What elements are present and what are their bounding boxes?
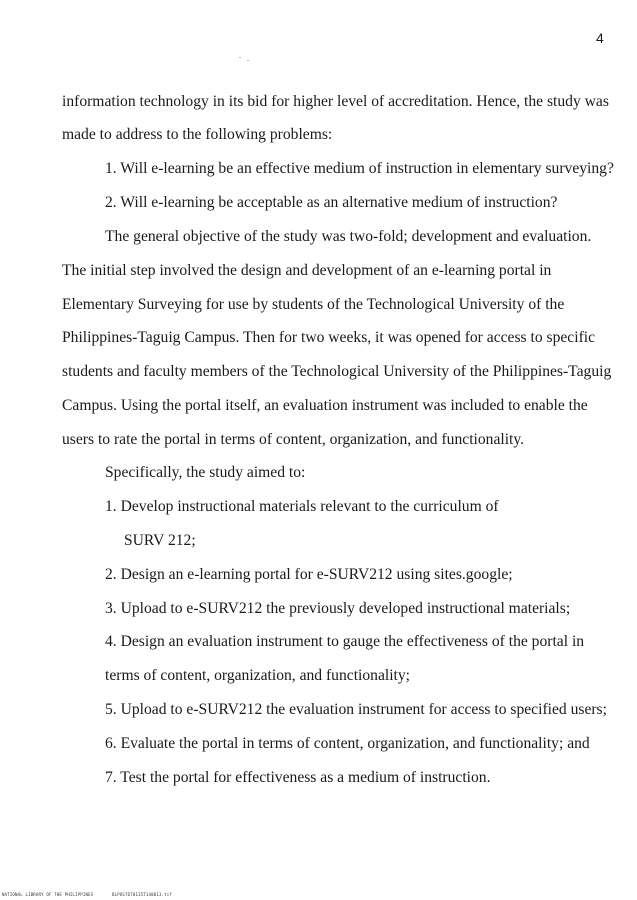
footer-code: BLPOS7D70135T140013.tif — [112, 892, 172, 897]
body-line: The general objective of the study was two-fold; development and evaluation. — [105, 228, 592, 245]
scan-speck — [247, 60, 249, 61]
problem-item: 1. Will e-learning be an effective medium of instruction in elementary surveying? — [105, 160, 614, 177]
footer-library: NATIONAL LIBRARY OF THE PHILIPPINES — [2, 892, 94, 897]
objective-item: 6. Evaluate the portal in terms of content, organization, and functionality; and — [105, 735, 590, 752]
objective-item: 4. Design an evaluation instrument to gauge the effectiveness of the portal in — [105, 633, 585, 650]
body-line: The initial step involved the design and development of an e-learning portal in — [62, 262, 552, 279]
objective-item: 1. Develop instructional materials relevant to the curriculum of — [105, 498, 499, 515]
objective-item: 7. Test the portal for effectiveness as a medium of instruction. — [105, 769, 491, 786]
scan-speck — [239, 57, 241, 58]
page-number: 4 — [596, 30, 604, 46]
objective-item: SURV 212; — [124, 532, 196, 549]
problem-item: 2. Will e-learning be acceptable as an alternative medium of instruction? — [105, 194, 558, 211]
body-line: Campus. Using the portal itself, an evaluation instrument was included to enable the — [62, 397, 588, 414]
body-line: Elementary Surveying for use by students of the Technological University of the — [62, 296, 565, 313]
body-line: Philippines-Taguig Campus. Then for two weeks, it was opened for access to specific — [62, 329, 596, 346]
body-line: information technology in its bid for higher level of accreditation. Hence, the study was — [62, 93, 609, 110]
objective-item: 3. Upload to e-SURV212 the previously developed instructional materials; — [105, 600, 571, 617]
objective-item: 2. Design an e-learning portal for e-SURV212 using sites.google; — [105, 566, 513, 583]
objective-item: 5. Upload to e-SURV212 the evaluation instrument for access to specified users; — [105, 701, 607, 718]
objective-item: terms of content, organization, and functionality; — [105, 667, 411, 684]
body-line: made to address to the following problems: — [62, 126, 333, 143]
specific-intro: Specifically, the study aimed to: — [105, 464, 306, 481]
body-line: students and faculty members of the Technological University of the Philippines-Taguig — [62, 363, 612, 380]
body-line: users to rate the portal in terms of content, organization, and functionality. — [62, 431, 525, 448]
